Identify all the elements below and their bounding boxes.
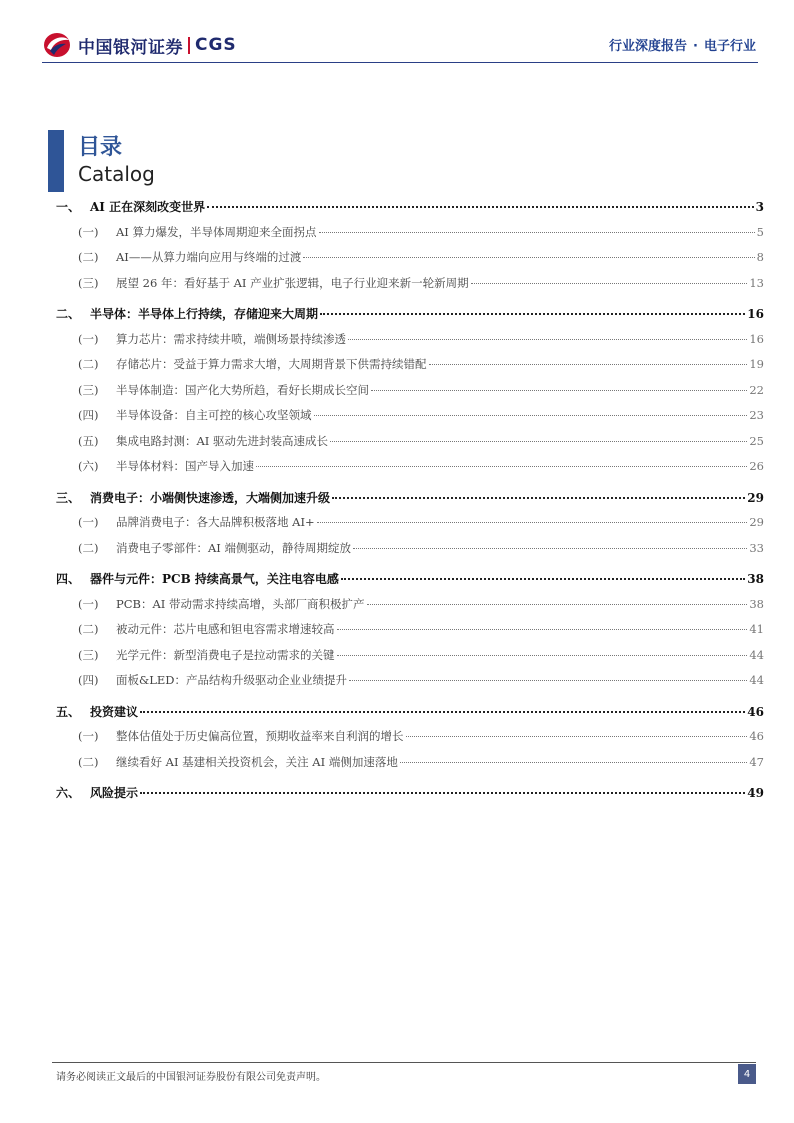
footer-disclaimer: 请务必阅读正文最后的中国银河证券股份有限公司免责声明。 [56,1072,326,1083]
toc-leader-dots [371,390,747,391]
toc-leader-dots [471,283,748,284]
toc-section-entry[interactable] [56,728,764,754]
toc-entry-title: AI 正在深刻改变世界 [90,200,206,214]
toc-section-entry[interactable] [56,754,764,780]
toc-section-entry[interactable] [56,540,764,566]
footer-rule [52,1062,756,1063]
toc-entry-title: AI 算力爆发，半导体周期迎来全面拐点 [116,224,317,239]
toc-entry-page: 16 [749,331,764,346]
toc-entry-number: (五) [78,433,99,448]
toc-entry-title: 风险提示 [90,786,139,800]
toc-entry-title: 半导体材料：国产导入加速 [116,459,254,473]
toc-leader-dots [406,736,748,737]
toc-entry-page: 38 [747,572,764,586]
toc-section-entry[interactable] [56,407,764,433]
toc-section-entry[interactable] [56,356,764,382]
toc-entry-number: (三) [78,382,99,397]
toc-entry-number: 三、 [56,490,81,505]
toc-entry-page: 29 [747,490,764,505]
toc-entry-number: 一、 [56,200,81,214]
page-number: 4 [738,1064,756,1084]
toc-leader-dots [330,441,747,442]
toc-entry-title: 展望 26 年：看好基于 AI 产业扩张逻辑，电子行业迎来新一轮新周期 [116,275,469,290]
toc-section-entry[interactable] [56,331,764,357]
galaxy-logo-icon [42,31,72,59]
toc-entry-page: 44 [749,673,764,687]
toc-entry-page: 5 [756,224,764,239]
toc-entry-number: (一) [78,596,99,611]
toc-entry-number: (一) [78,515,99,529]
toc-entry-title: 被动元件：芯片电感和钽电容需求增速较高 [116,622,335,636]
toc-entry-number: (四) [78,673,99,687]
toc-entry-title: 半导体设备：自主可控的核心攻坚领域 [116,408,312,422]
toc-entry-title: 整体估值处于历史偏高位置，预期收益率来自利润的增长 [116,729,404,743]
toc-entry-page: 23 [749,408,764,422]
toc-leader-dots [341,578,745,580]
toc-section-entry[interactable] [56,647,764,673]
toc-leader-dots [367,604,748,605]
toc-entry-number: 二、 [56,307,81,321]
toc-chapter-entry[interactable] [56,198,764,224]
toc-entry-page: 46 [749,729,764,743]
toc-entry-title: 集成电路封测：AI 驱动先进封装高速成长 [116,433,329,448]
title-english: Catalog [78,162,155,186]
toc-entry-page: 13 [749,275,764,290]
toc-section-entry[interactable] [56,249,764,275]
toc-leader-dots [349,680,747,681]
report-category [609,35,756,54]
toc-entry-title: 消费电子：小端侧快速渗透，大端侧加速升级 [90,490,331,505]
toc-entry-title: 光学元件：新型消费电子是拉动需求的关键 [116,647,335,662]
header-rule [42,62,758,63]
toc-entry-number: (二) [78,754,99,769]
toc-chapter-entry[interactable] [56,570,764,596]
toc-leader-dots [353,548,747,549]
toc-entry-page: 3 [755,200,764,214]
toc-entry-title: 算力芯片：需求持续井喷，端侧场景持续渗透 [116,331,346,346]
toc-section-entry[interactable] [56,596,764,622]
toc-leader-dots [314,415,748,416]
toc-entry-number: 五、 [56,704,81,719]
toc-leader-dots [140,792,745,794]
toc-leader-dots [332,497,745,499]
toc-entry-number: (三) [78,647,99,662]
toc-leader-dots [317,522,748,523]
toc-section-entry[interactable] [56,382,764,408]
toc-entry-title: 半导体：半导体上行持续，存储迎来大周期 [90,307,319,321]
toc-entry-title: 投资建议 [90,704,139,719]
toc-entry-number: (二) [78,540,99,555]
toc-chapter-entry[interactable] [56,784,764,810]
toc-entry-title: 继续看好 AI 基建相关投资机会，关注 AI 端侧加速落地 [116,754,398,769]
toc-leader-dots [319,232,755,233]
toc-entry-number: (一) [78,729,99,743]
toc-leader-dots [256,466,747,467]
title-chinese: 目录 [78,135,123,160]
toc-entry-page: 33 [749,540,764,555]
table-of-contents [56,198,764,810]
toc-chapter-entry[interactable] [56,703,764,729]
toc-leader-dots [337,629,748,630]
logo-divider [188,37,190,54]
toc-entry-number: (二) [78,357,99,371]
toc-leader-dots [303,257,754,258]
toc-entry-page: 19 [749,357,764,371]
toc-entry-number: (一) [78,331,99,346]
toc-entry-page: 26 [749,459,764,473]
toc-leader-dots [337,655,748,656]
toc-section-entry[interactable] [56,458,764,484]
toc-entry-number: (二) [78,250,99,264]
toc-entry-number: (六) [78,459,99,473]
toc-entry-title: PCB：AI 带动需求持续高增，头部厂商积极扩产 [116,596,365,611]
toc-entry-title: 消费电子零部件：AI 端侧驱动，静待周期绽放 [116,540,352,555]
toc-entry-title: 面板&LED：产品结构升级驱动企业业绩提升 [116,673,347,687]
toc-entry-page: 38 [749,596,764,611]
logo-chinese-name: 中国银河证券 [78,37,183,58]
toc-entry-number: (四) [78,408,99,422]
toc-entry-page: 44 [749,647,764,662]
toc-entry-title: 半导体制造：国产化大势所趋，看好长期成长空间 [116,382,369,397]
toc-chapter-entry[interactable] [56,489,764,515]
toc-entry-page: 16 [747,307,764,321]
toc-section-entry[interactable] [56,224,764,250]
toc-entry-number: (一) [78,224,99,239]
header-separator: · [693,39,698,54]
toc-section-entry[interactable] [56,672,764,698]
toc-leader-dots [140,711,745,713]
toc-entry-title: AI——从算力端向应用与终端的过渡 [116,250,302,264]
toc-section-entry[interactable] [56,433,764,459]
page-header [0,0,794,62]
report-type: 行业深度报告 [609,39,688,54]
toc-entry-page: 46 [747,704,764,719]
toc-entry-page: 25 [749,433,764,448]
company-logo [42,30,237,60]
industry-label: 电子行业 [703,39,756,54]
title-accent-bar [48,130,64,192]
logo-english-name: CGS [195,35,237,55]
toc-entry-title: 存储芯片：受益于算力需求大增，大周期背景下供需持续错配 [116,357,427,371]
toc-section-entry[interactable] [56,514,764,540]
toc-entry-number: 六、 [56,786,81,800]
toc-leader-dots [207,206,754,208]
toc-section-entry[interactable] [56,621,764,647]
toc-entry-page: 8 [756,250,764,264]
toc-chapter-entry[interactable] [56,305,764,331]
toc-leader-dots [429,364,748,365]
toc-entry-page: 49 [747,786,764,800]
toc-entry-number: 四、 [56,572,81,586]
toc-entry-page: 47 [749,754,764,769]
toc-leader-dots [348,339,747,340]
toc-entry-number: (三) [78,275,99,290]
toc-entry-title: 器件与元件：PCB 持续高景气，关注电容电感 [90,572,339,586]
toc-entry-page: 29 [749,515,764,529]
toc-leader-dots [400,762,748,763]
toc-entry-number: (二) [78,622,99,636]
toc-leader-dots [320,313,745,315]
toc-entry-page: 41 [749,622,764,636]
toc-section-entry[interactable] [56,275,764,301]
toc-entry-title: 品牌消费电子：各大品牌积极落地 AI+ [116,515,315,529]
toc-entry-page: 22 [749,382,764,397]
